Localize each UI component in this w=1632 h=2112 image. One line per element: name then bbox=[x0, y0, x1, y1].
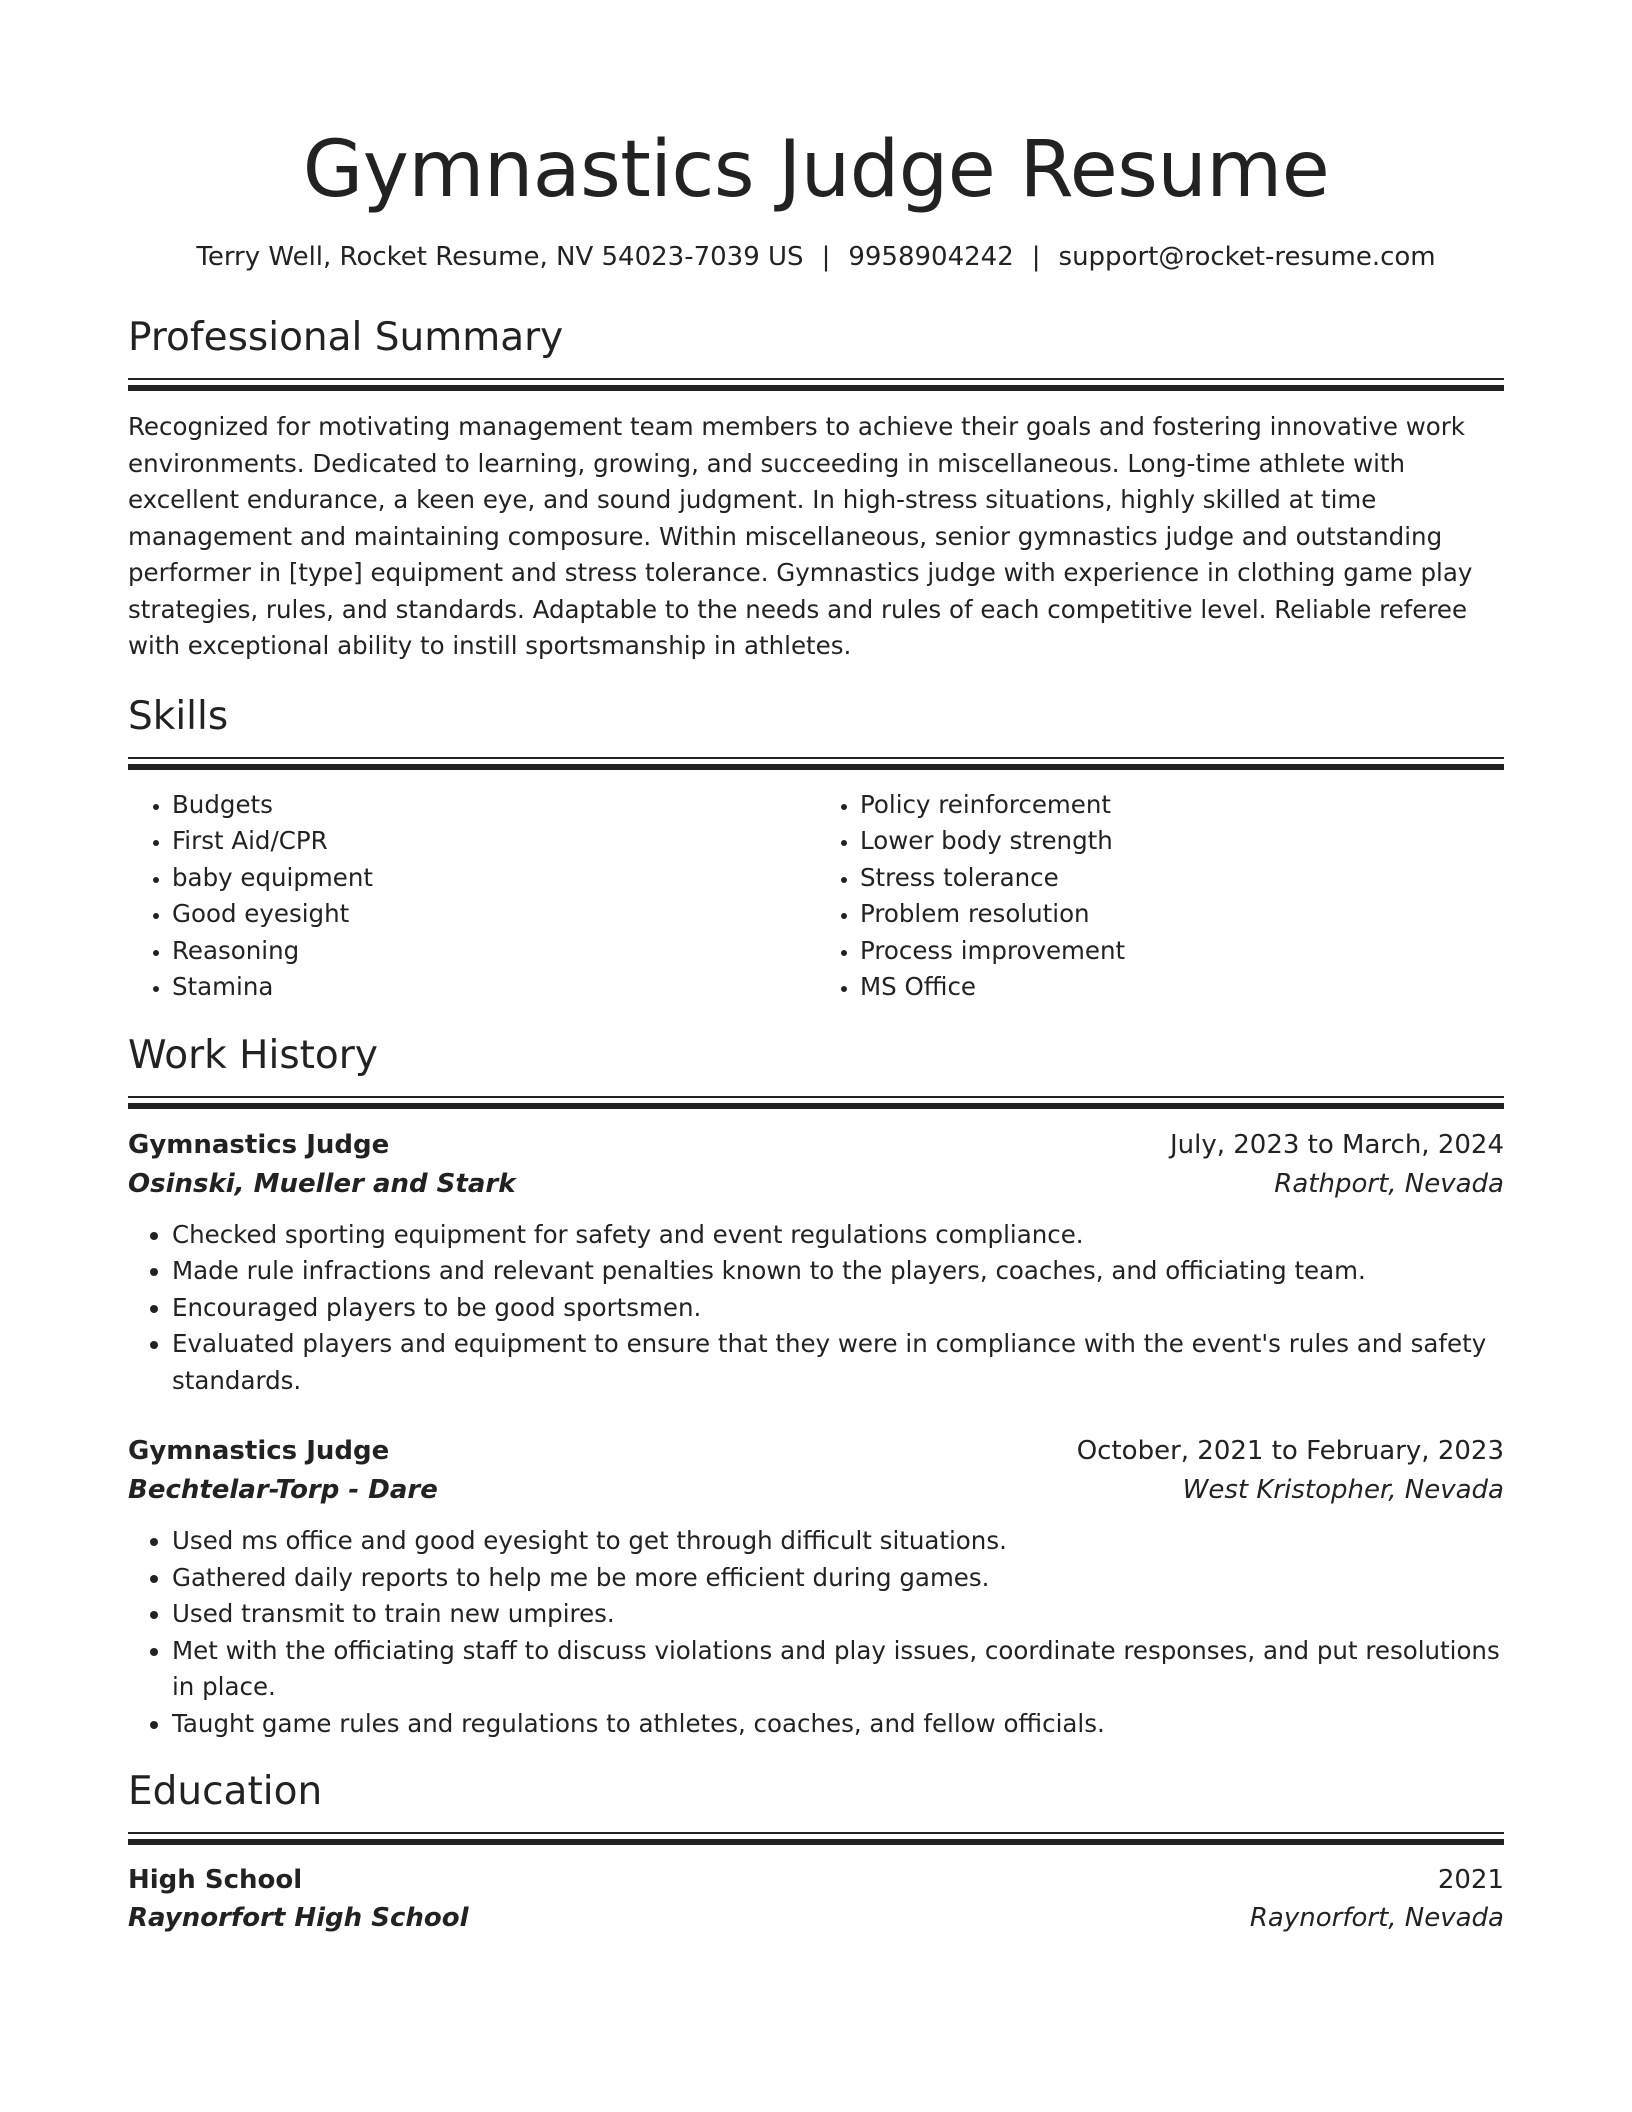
work-history-section bbox=[128, 1030, 1504, 1743]
job-subheader bbox=[128, 1471, 1504, 1510]
skill-item: • Lower body strength bbox=[860, 823, 1504, 860]
contact-line bbox=[128, 240, 1504, 274]
job-bullet: • Taught game rules and regulations to athletes, coaches, and fellow officials. bbox=[172, 1706, 1504, 1743]
skill-item: • First Aid/CPR bbox=[172, 823, 816, 860]
job-entry bbox=[128, 1432, 1504, 1742]
job-bullet: • Evaluated players and equipment to ensure that they were in compliance with the event's rules and safety standards. bbox=[172, 1326, 1504, 1399]
skills-list bbox=[128, 787, 1504, 1006]
job-bullet: • Used ms office and good eyesight to get through difficult situations. bbox=[172, 1523, 1504, 1560]
skill-item: • MS Office bbox=[860, 969, 1504, 1006]
skill-item: • Good eyesight bbox=[172, 896, 816, 933]
section-divider bbox=[128, 1832, 1504, 1845]
skill-item: • Reasoning bbox=[172, 933, 816, 970]
job-bullet: • Checked sporting equipment for safety and event regulations compliance. bbox=[172, 1217, 1504, 1254]
skill-item: • Process improvement bbox=[860, 933, 1504, 970]
contact-address: Terry Well, Rocket Resume, NV 54023-7039 US bbox=[196, 242, 804, 272]
education-section bbox=[128, 1766, 1504, 1937]
summary-text: Recognized for motivating management team members to achieve their goals and fostering innovative work environments. Dedicated to learning, growing, and succeeding in miscellaneous. Long-time athlete with excellent endurance, a keen eye, and sound judgment. In high-stress situations, highly skilled at time management and maintaining composure. Within miscellaneous, senior gymnastics judge and outstanding performer in [type] equipment and stress tolerance. Gymnastics judge with experience in clothing game play strategies, rules, and standards. Adaptable to the needs and rules of each competitive level. Reliable referee with exceptional ability to instill sportsmanship in athletes. bbox=[128, 412, 1473, 660]
education-header bbox=[128, 1861, 1504, 1899]
job-header bbox=[128, 1432, 1504, 1471]
skill-item: • Stamina bbox=[172, 969, 816, 1006]
job-bullet: • Encouraged players to be good sportsmen. bbox=[172, 1290, 1504, 1327]
job-header bbox=[128, 1126, 1504, 1165]
section-heading-skills: Skills bbox=[128, 693, 229, 739]
skills-column-left bbox=[128, 787, 816, 1006]
section-heading-work-history: Work History bbox=[128, 1032, 378, 1078]
education-entry bbox=[128, 1861, 1504, 1937]
contact-separator: | bbox=[1031, 242, 1041, 272]
section-heading-education: Education bbox=[128, 1769, 323, 1814]
section-divider bbox=[128, 1096, 1504, 1109]
job-bullet: • Gathered daily reports to help me be more efficient during games. bbox=[172, 1560, 1504, 1597]
education-location: Raynorfort, Nevada bbox=[1249, 1903, 1504, 1933]
skill-item: • Problem resolution bbox=[860, 896, 1504, 933]
contact-phone: 9958904242 bbox=[848, 242, 1014, 272]
education-degree: High School bbox=[128, 1865, 303, 1895]
education-subheader bbox=[128, 1899, 1504, 1937]
resume-title: Gymnastics Judge Resume bbox=[302, 125, 1330, 215]
job-dates: October, 2021 to February, 2023 bbox=[1076, 1436, 1504, 1466]
job-subheader bbox=[128, 1165, 1504, 1204]
job-bullets bbox=[128, 1523, 1504, 1742]
skill-item: • Stress tolerance bbox=[860, 860, 1504, 897]
job-bullet: • Made rule infractions and relevant penalties known to the players, coaches, and officiating team. bbox=[172, 1253, 1504, 1290]
contact-email: support@rocket-resume.com bbox=[1058, 242, 1436, 272]
job-bullet: • Used transmit to train new umpires. bbox=[172, 1596, 1504, 1633]
skill-item: • Budgets bbox=[172, 787, 816, 824]
job-bullet: • Met with the officiating staff to discuss violations and play issues, coordinate responses, and put resolutions in place. bbox=[172, 1633, 1504, 1706]
summary-section bbox=[128, 312, 1504, 665]
job-employer: Bechtelar-Torp - Dare bbox=[128, 1475, 438, 1505]
job-employer: Osinski, Mueller and Stark bbox=[128, 1168, 516, 1199]
job-bullets bbox=[128, 1217, 1504, 1400]
job-entry bbox=[128, 1126, 1504, 1400]
section-divider bbox=[128, 378, 1504, 391]
job-dates: July, 2023 to March, 2024 bbox=[1169, 1129, 1504, 1160]
education-school: Raynorfort High School bbox=[128, 1903, 469, 1933]
job-title: Gymnastics Judge bbox=[128, 1436, 390, 1466]
job-title: Gymnastics Judge bbox=[128, 1129, 390, 1160]
job-location: Rathport, Nevada bbox=[1274, 1168, 1504, 1199]
education-year: 2021 bbox=[1437, 1865, 1504, 1895]
skills-column-right bbox=[816, 787, 1504, 1006]
skill-item: • Policy reinforcement bbox=[860, 787, 1504, 824]
skills-section bbox=[128, 691, 1504, 1006]
contact-separator: | bbox=[821, 242, 831, 272]
section-divider bbox=[128, 757, 1504, 770]
skill-item: • baby equipment bbox=[172, 860, 816, 897]
job-location: West Kristopher, Nevada bbox=[1182, 1475, 1504, 1505]
section-heading-summary: Professional Summary bbox=[128, 315, 564, 360]
